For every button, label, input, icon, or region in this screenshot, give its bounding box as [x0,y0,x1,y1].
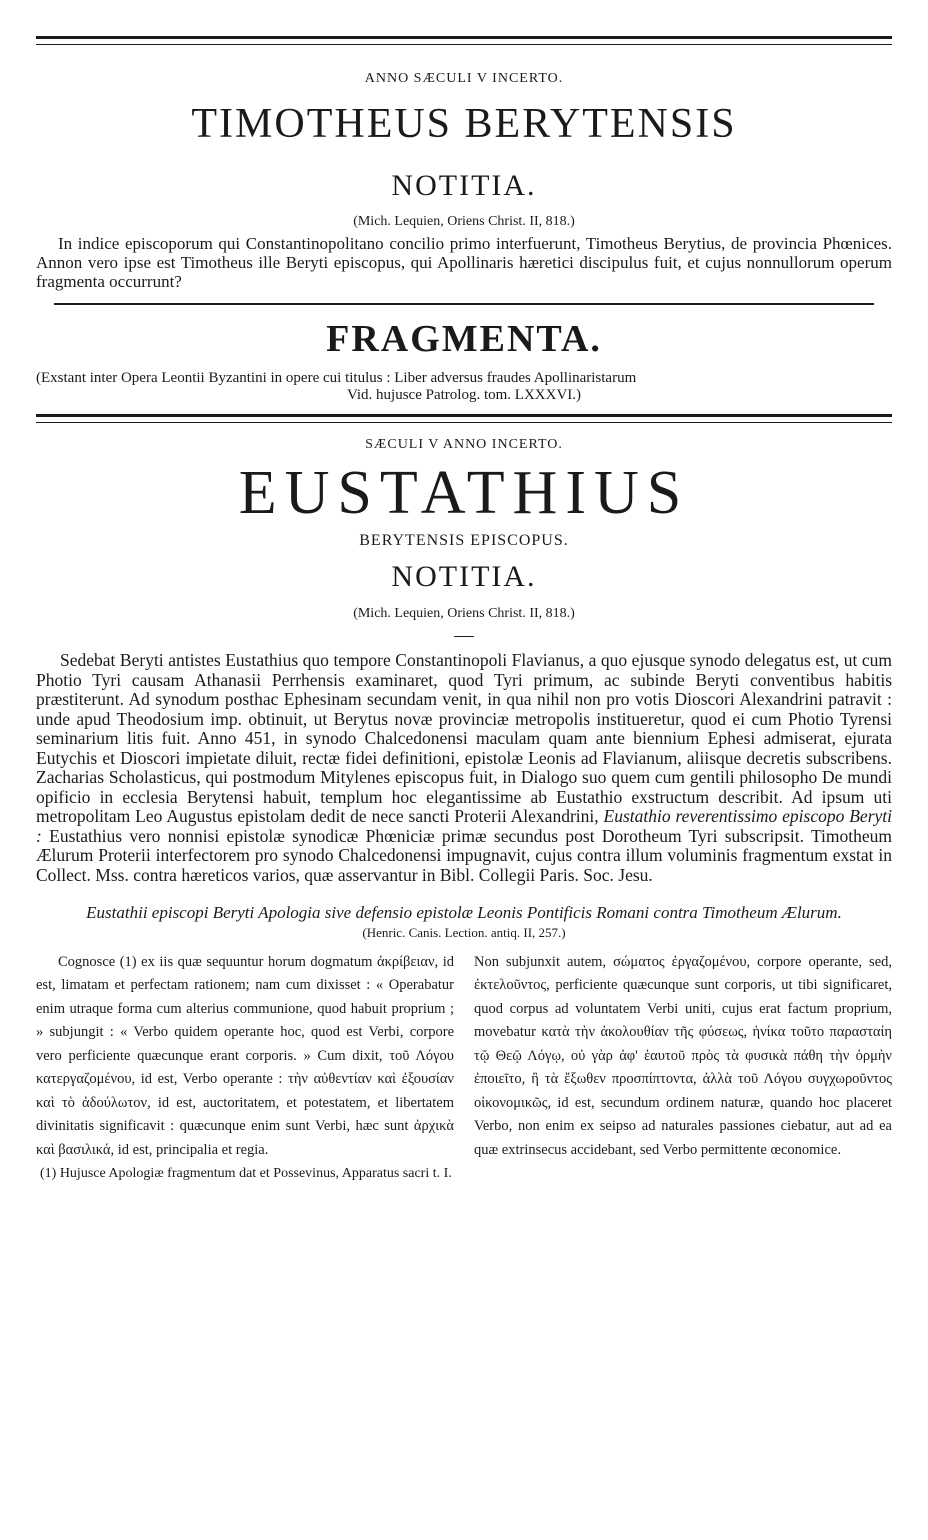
fragmenta-note-line2: Vid. hujusce Patrolog. tom. LXXXVI.) [346,386,582,403]
eustathius-body-italic: Eustathio reverentissimo episcopo Beryti : [36,806,893,846]
section-divider [54,303,874,305]
section-date-line: ANNO SÆCULI V INCERTO. [364,71,564,86]
apologia-citation: (Henric. Canis. Lection. antiq. II, 257.) [362,924,566,940]
eustathius-body-main: Sedebat Beryti antistes Eustathius quo tempore Constantinopoli Flavianus, a quo ejusque synodo delegatus est, ut cum Photio Tyri causam Athanasii Perrhensis examinaret, quod Tyri primum, ac subinde Beryti conventibus habitis præstiterunt. Ad synodum posthac Ephesinam secundam venit, in qua nihil non pro votis Dioscori Alexandrini patravit : unde apud Theodosium imp. obtinuit, ut Berytus novæ provinciæ metropolis institueretur, quod ei cum Photio Tyrensi seminarium litis fuit. Anno 451, in synodo Chalcedonensi maculam quam ante biennium Ephesi admiserat, ejurata Eutychis et Dioscori impietate diluit, rectæ fidei definitioni, epistolæ Leonis ad Flavianum, aliisque decretis subscribens. Zacharias Scholasticus, qui postmodum Mitylenes episcopus fuit, in Dialogo suo quem cum gentili philosopho De mundi opificio in ecclesia Berytensi habuit, templum hoc elegantissime ab Eustathio exstructum describit. Ad ipsum uti metropolitam Leo Augustus epistolam dedit de nece sancti Proterii Alexandrini, [36,650,892,827]
eustathius-date-line: SÆCULI V ANNO INCERTO. [365,436,563,452]
eustathius-body-end: Eustathius vero nonnisi epistolæ synodicæ Phœniciæ primæ secundus post Dorotheum Tyri subscripsit. Timotheum Ælurum Proterii interfectorem pro synodo Chalcedonensi impugnavit, cujus contra illum voluminis fragmentum exstat in Collect. Mss. contra hæreticos varios, quæ asservantur in Bibl. Collegii Paris. Soc. Jesu. [36,825,892,885]
fragmenta-title: FRAGMENTA. [326,318,602,361]
timotheus-paragraph: In indice episcoporum qui Constantinopolitano concilio primo interfuerunt, Timotheus Berytius, de provincia Phœnices. Annon vero ipse est Timotheus ille Beryti episcopus, qui Apollinaris hæretici discipulus fuit, et cujus nonnullorum operum fragmenta occurrunt? [36,234,892,292]
timotheus-citation: (Mich. Lequien, Oriens Christ. II, 818.) [353,214,575,230]
eustathius-body [36,651,892,885]
timotheus-notitia-heading: NOTITIA. [391,169,537,203]
page [36,36,892,1182]
eustathius-citation: (Mich. Lequien, Oriens Christ. II, 818.) [353,606,575,622]
apologia-right-column: Non subjunxit autem, σώματος ἐργαζομένου, corpore operante, sed, ἐκτελοῦντος, perficiente quæcunque sunt corporis, ut tibi significaret, quod corpus ad voluntatem Verbi uniti, cujus erat factum proprium, movebatur κατὰ τὴν ἀκολουθίαν τῆς φύσεως, ἡνίκα τοῦτο παρασταίη τῷ Θεῷ Λόγῳ, οὐ γὰρ ἀφ' ἑαυτοῦ πρὸς τὰ φυσικὰ πάθη τὴν ὁρμὴν ἐποιεῖτο, ἢ τὰ ἔξωθεν προσπίπτοντα, ἀλλὰ τοῦ Λόγου συγχωροῦντος οἰκονομικῶς, id est, secundum ordinem naturæ, quando hoc placeret Verbo, non enim ex seipso ad naturales passiones ciebatur, aut ad ea quæ extrinsecus accidebant, sed Verbo permittente œconomice. [474,953,892,1158]
eustathius-subtitle: BERYTENSIS EPISCOPUS. [359,532,569,550]
eustathius-title: EUSTATHIUS [238,458,690,527]
top-double-rule [36,36,892,45]
apologia-left-column: Cognosce (1) ex iis quæ sequuntur horum dogmatum ἀκρίβειαν, id est, limatam et perfectam rationem; nam cum dixisset : « Operabatur enim utraque forma cum alterius communione, quod habuit proprium ; » subjungit : « Verbo quidem operante hoc, quod est Verbi, corpore vero perficiente quæcunque erant corporis. » Cum dixit, τοῦ Λόγου κατεργαζομένου, id est, Verbo operante : τὴν αὐθεντίαν καὶ ἐξουσίαν καὶ τὸ ἀδούλωτον, id est, auctoritatem, et potestatem, et libertatem divinitatis significavit : quæcunque enim sunt Verbi, hæc sunt ἀρχικὰ καὶ βασιλικά, id est, principalia et regia. [36,953,454,1158]
footnote: (1) Hujusce Apologiæ fragmentum dat et Possevinus, Apparatus sacri t. I. [40,1166,452,1182]
fragmenta-note-line1: (Exstant inter Opera Leontii Byzantini in opere cui titulus : Liber adversus fraudes Apollinaristarum [36,369,637,386]
apologia-title: Eustathii episcopi Beryti Apologia sive defensio epistolæ Leonis Pontificis Romani contra Timotheum Ælurum. [86,902,842,922]
eustathius-notitia-heading: NOTITIA. [391,560,537,594]
apologia-columns [36,951,892,1163]
timotheus-title: TIMOTHEUS BERYTENSIS [191,101,737,147]
middle-double-rule [36,414,892,423]
short-dash-divider [454,636,474,637]
